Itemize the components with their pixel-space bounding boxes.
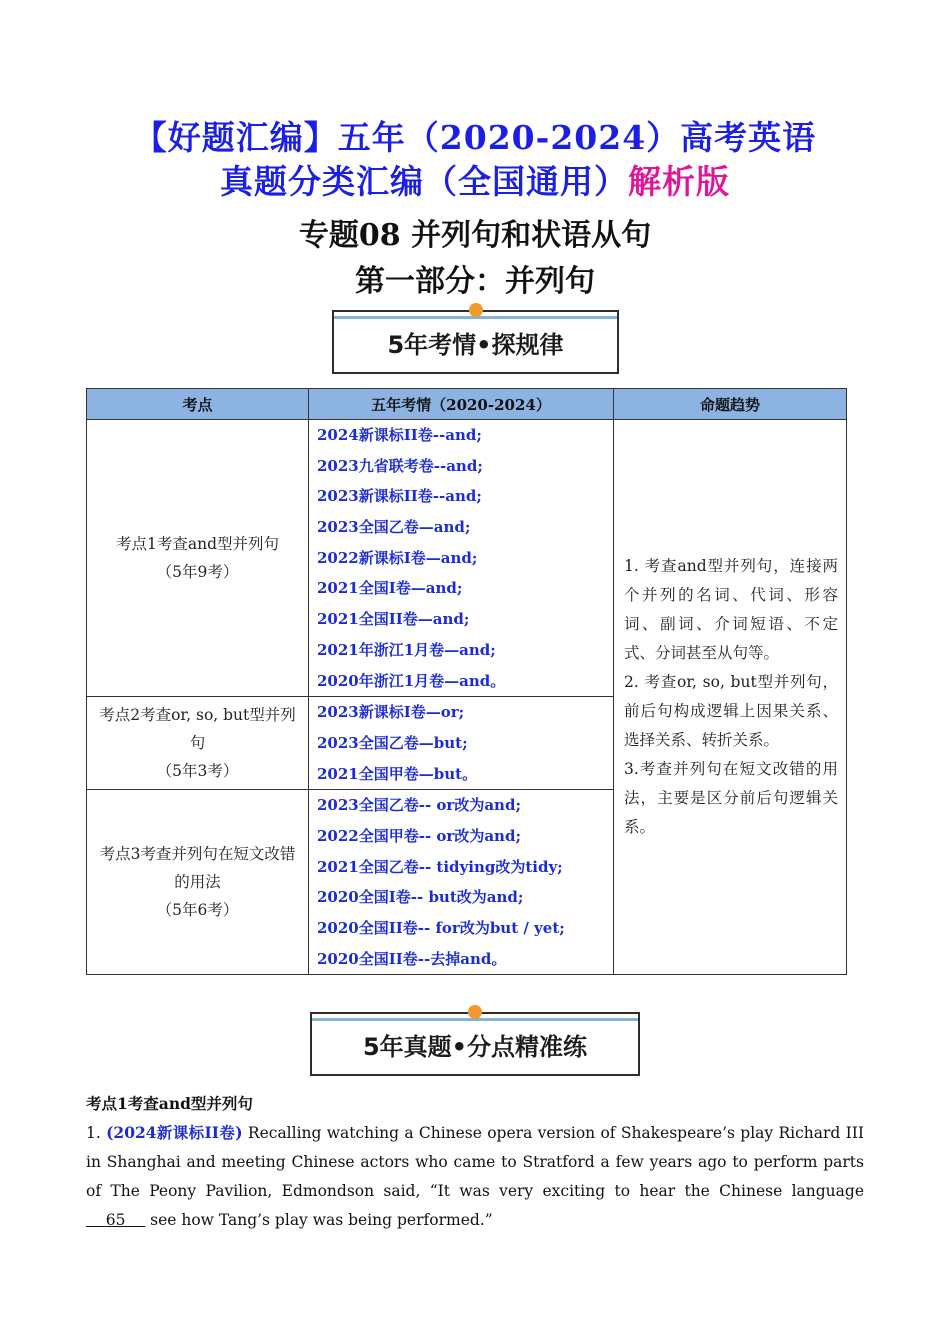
exam-analysis-table [86, 388, 847, 975]
banner-practice-label: 5年真题•分点精准练 [362, 1032, 588, 1061]
exam-item: 2021年浙江1月卷—and; [317, 640, 496, 659]
table-row [87, 420, 847, 697]
exam-item: 2020年浙江1月卷—and。 [317, 671, 506, 690]
topic-cell [87, 420, 309, 697]
topic-count: （5年9考） [156, 563, 239, 582]
question-1 [86, 1118, 864, 1235]
exams-cell [309, 697, 614, 790]
topic-title: 专题08 并列句和状语从句 [298, 218, 652, 253]
question-text-before: Recalling watching a Chinese opera version of Shakespeare’s play Richard III in Shanghai and meeting Chinese actors who came to Stratford a few years ago to perform parts of The Peony Pavilion, Edmondson said, “It was very exciting to hear the Chinese language [86, 1124, 864, 1200]
exam-item: 2024新课标II卷--and; [317, 426, 482, 444]
exam-item: 2020全国II卷--去掉and。 [317, 949, 507, 968]
exam-item: 2023九省联考卷--and; [317, 456, 483, 475]
exam-item: 2022新课标I卷—and; [317, 548, 478, 567]
trend-point: 1. 考查and型并列句，连接两个并列的名词、代词、形容词、副词、介词短语、不定式、分词甚至从句等。 [624, 557, 838, 663]
topic-name: 考点2考查or, so, but型并列句 [99, 706, 296, 753]
exam-item: 2023全国乙卷-- or改为and; [317, 796, 521, 815]
topic-name: 考点3考查并列句在短文改错的用法 [99, 845, 296, 892]
banner-exam-overview-label: 5年考情•探规律 [387, 330, 564, 359]
banner-exam-overview [332, 310, 619, 374]
exam-item: 2020全国I卷-- but改为and; [317, 888, 524, 907]
blank-number: 65 [105, 1211, 126, 1229]
topic-cell [87, 697, 309, 790]
question-text-after: see how Tang’s play was being performed.” [150, 1211, 493, 1229]
title-line-2 [0, 156, 950, 203]
exam-item: 2023新课标II卷--and; [317, 487, 482, 506]
table-header-row [87, 389, 847, 420]
exam-item: 2021全国乙卷-- tidying改为tidy; [317, 857, 563, 876]
question-number: 1. [86, 1124, 101, 1142]
exam-item: 2023新课标I卷—or; [317, 703, 465, 722]
exam-item: 2021全国I卷—and; [317, 579, 463, 598]
answer-blank[interactable] [86, 1211, 145, 1229]
exam-item: 2022全国甲卷-- or改为and; [317, 826, 521, 845]
topic-count: （5年6考） [156, 901, 239, 920]
title-line-1: 【好题汇编】五年（2020-2024）高考英语 [133, 118, 817, 157]
trend-point: 2. 考查or, so, but型并列句，前后句构成逻辑上因果关系、选择关系、转折关系。 [624, 673, 838, 750]
title-line-2-main: 真题分类汇编（全国通用） [220, 162, 628, 201]
exam-item: 2023全国乙卷—and; [317, 518, 471, 537]
part-title: 第一部分：并列句 [355, 264, 595, 299]
question-source: (2024新课标II卷) [106, 1123, 243, 1142]
topic-name: 考点1考查and型并列句 [115, 535, 279, 554]
exam-item: 2023全国乙卷—but; [317, 733, 468, 752]
title-line-2-accent: 解析版 [628, 162, 730, 201]
trend-cell [614, 420, 847, 975]
topic-cell [87, 790, 309, 975]
exams-cell [309, 790, 614, 975]
banner-practice [310, 1012, 640, 1076]
exam-item: 2020全国II卷-- for改为but / yet; [317, 919, 565, 937]
exam-item: 2021全国甲卷—but。 [317, 764, 478, 783]
table-header-topic: 考点 [87, 389, 309, 420]
section-heading: 考点1考查and型并列句 [86, 1094, 253, 1113]
banner-dot-icon [468, 1005, 482, 1019]
trend-point: 3.考查并列句在短文改错的用法，主要是区分前后句逻辑关系。 [624, 760, 838, 837]
topic-count: （5年3考） [156, 762, 239, 781]
table-header-trend: 命题趋势 [614, 389, 847, 420]
table-header-exams: 五年考情（2020-2024） [309, 389, 614, 420]
banner-dot-icon [469, 303, 483, 317]
exam-item: 2021全国II卷—and; [317, 610, 470, 629]
exams-cell [309, 420, 614, 697]
